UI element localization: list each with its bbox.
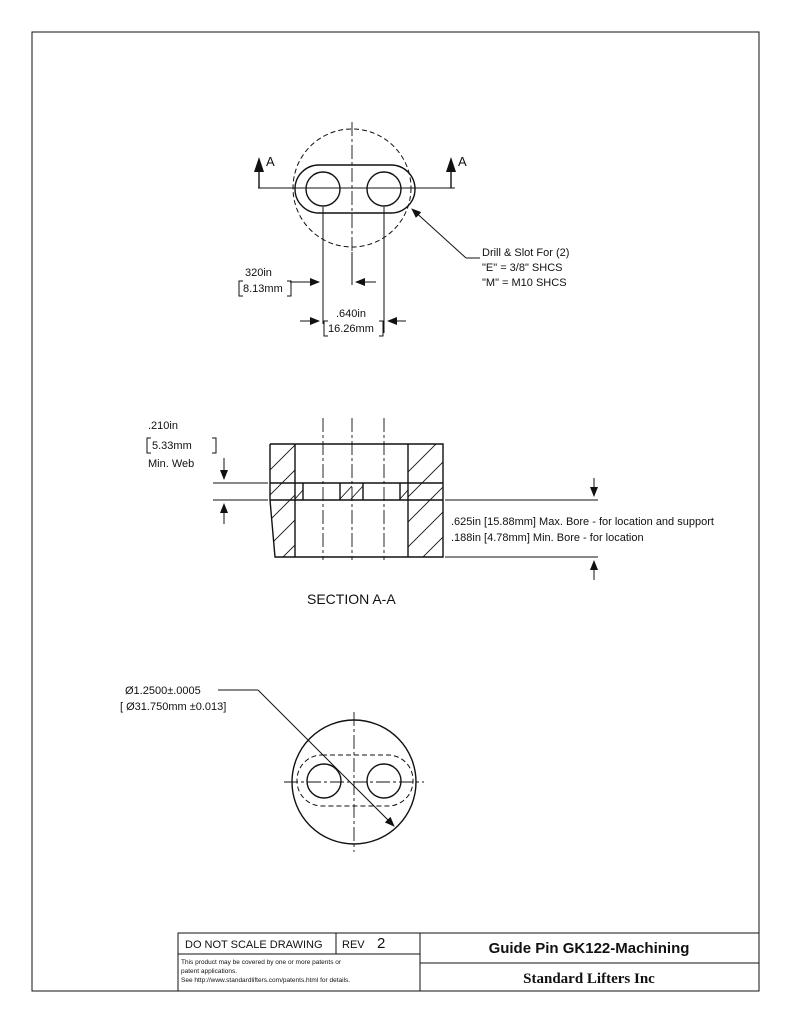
callout-line-2: "E" = 3/8" SHCS bbox=[482, 262, 563, 274]
callout-line-1: Drill & Slot For (2) bbox=[482, 247, 570, 259]
dimension-web bbox=[147, 420, 268, 524]
dimension-bore bbox=[445, 478, 714, 580]
hatch-left bbox=[260, 440, 300, 580]
note-scale: DO NOT SCALE DRAWING bbox=[185, 939, 323, 951]
patent-line-3: See http://www.standardlifters.com/patents.html for details. bbox=[181, 977, 351, 984]
callout-leader bbox=[412, 209, 466, 258]
bore-max-note: .625in [15.88mm] Max. Bore - for location and support bbox=[451, 516, 714, 528]
bore-min-note: .188in [4.78mm] Min. Bore - for location bbox=[451, 532, 644, 544]
dimension-large bbox=[300, 207, 406, 336]
rev-label: REV bbox=[342, 939, 365, 951]
svg-text:A: A bbox=[266, 154, 275, 169]
drawing-title: Guide Pin GK122-Machining bbox=[488, 940, 690, 957]
section-label: SECTION A-A bbox=[307, 591, 396, 607]
bottom-view bbox=[120, 685, 424, 852]
diameter-in: Ø1.2500±.0005 bbox=[125, 685, 201, 697]
diameter-leader bbox=[258, 690, 394, 826]
svg-text:A: A bbox=[458, 154, 467, 169]
section-marker-left bbox=[254, 154, 275, 188]
dim-small-in: 320in bbox=[245, 267, 272, 279]
web-dim-mm: 5.33mm bbox=[152, 440, 192, 452]
callout-line-3: "M" = M10 SHCS bbox=[482, 277, 567, 289]
slot-outline bbox=[295, 165, 415, 213]
rev-value: 2 bbox=[377, 935, 386, 952]
top-view bbox=[239, 122, 569, 336]
patent-line-2: patent applications. bbox=[181, 968, 238, 975]
section-marker-right bbox=[446, 154, 467, 188]
patent-line-1: This product may be covered by one or more patents or bbox=[181, 959, 342, 966]
title-block bbox=[178, 933, 759, 991]
web-dim-note: Min. Web bbox=[148, 458, 195, 470]
bore-right-bottom bbox=[367, 764, 401, 798]
company-name: Standard Lifters Inc bbox=[523, 971, 655, 987]
section-view bbox=[147, 418, 714, 607]
bore-left-bottom bbox=[307, 764, 341, 798]
bore-left bbox=[306, 172, 340, 206]
slot-hidden bbox=[297, 755, 413, 806]
dimension-small bbox=[239, 207, 376, 324]
hatch-web bbox=[295, 486, 408, 499]
dim-large-mm: 16.26mm bbox=[328, 323, 374, 335]
dim-large-in: .640in bbox=[336, 308, 366, 320]
dim-small-mm: 8.13mm bbox=[243, 283, 283, 295]
web-dim-in: .210in bbox=[148, 420, 178, 432]
diameter-mm: [ Ø31.750mm ±0.013] bbox=[120, 701, 227, 713]
bore-right bbox=[367, 172, 401, 206]
